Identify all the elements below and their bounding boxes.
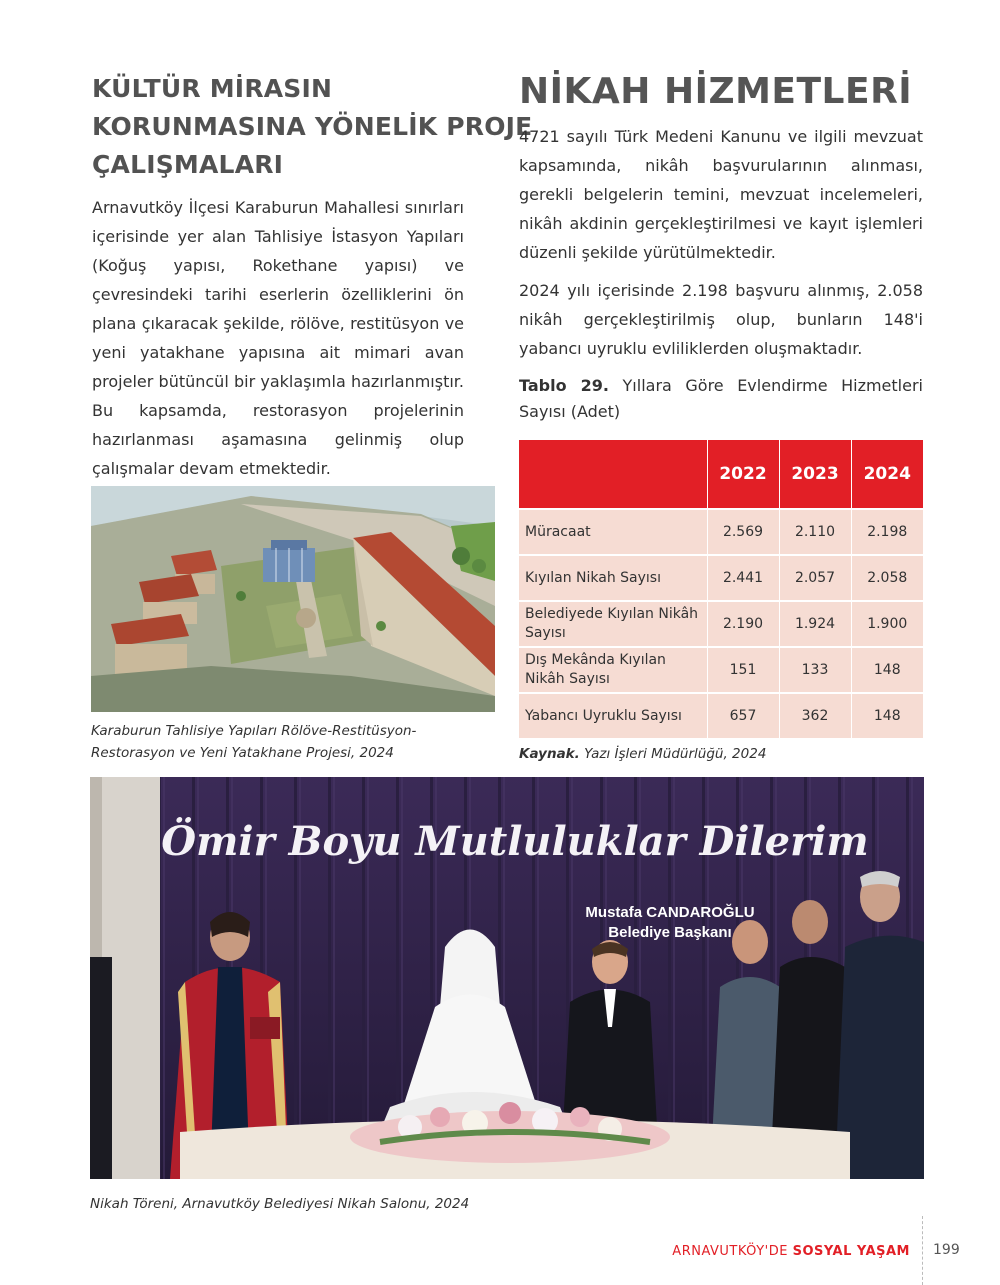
heading-line: ÇALIŞMALARI <box>92 150 284 179</box>
cell-value: 2.190 <box>707 601 779 647</box>
table-row <box>519 555 923 601</box>
row-label: Kıyılan Nikah Sayısı <box>519 555 707 601</box>
footer-section-title <box>640 1244 910 1259</box>
cell-value: 2.058 <box>851 555 923 601</box>
table-header-year: 2023 <box>779 440 851 509</box>
marriage-services-paragraph: 4721 sayılı Türk Medeni Kanunu ve ilgili mevzuat kapsamında, nikâh başvurularının alınması, gerekli belgelerin temini, mevzuat incelemeleri, nikâh akdinin gerçekleştirilmesi ve kayıt işlemleri düzenli şekilde yürütülmektedir. <box>519 127 923 262</box>
table-header-blank <box>519 440 707 509</box>
table-row <box>519 509 923 555</box>
page-number: 199 <box>933 1242 960 1258</box>
row-label: Yabancı Uyruklu Sayısı <box>519 693 707 738</box>
cell-value: 148 <box>851 647 923 693</box>
cell-value: 2.198 <box>851 509 923 555</box>
cell-value: 2.057 <box>779 555 851 601</box>
table-row <box>519 693 923 738</box>
source-text: Yazı İşleri Müdürlüğü, 2024 <box>579 746 767 762</box>
caption-line: Karaburun Tahlisiye Yapıları Rölöve-Restitüsyon- <box>91 723 417 739</box>
table-source <box>519 743 923 765</box>
table-header-year: 2022 <box>707 440 779 509</box>
table-header-year: 2024 <box>851 440 923 509</box>
architectural-rendering-image <box>91 486 495 712</box>
wedding-ceremony-photo <box>90 777 924 1179</box>
rendering-caption <box>91 720 501 764</box>
caption-line: Restorasyon ve Yeni Yatakhane Projesi, 2024 <box>91 745 394 761</box>
section-heading-marriage-services: NİKAH HİZMETLERİ <box>519 71 913 112</box>
table-row <box>519 601 923 647</box>
row-label: Müracaat <box>519 509 707 555</box>
section-heading-cultural-heritage <box>92 70 533 184</box>
cell-value: 148 <box>851 693 923 738</box>
photo-banner-text: Ömir Boyu Mutluluklar Dilerim <box>161 818 869 865</box>
photo-sign-title: Belediye Başkanı <box>608 924 732 941</box>
cell-value: 657 <box>707 693 779 738</box>
footer-section-bold: SOSYAL YAŞAM <box>792 1244 910 1259</box>
cell-value: 2.569 <box>707 509 779 555</box>
table-title: Yıllara Göre Evlendirme Hizmetleri Sayısı (Adet) <box>519 376 923 421</box>
table-label: Tablo 29. <box>519 376 609 395</box>
photo-sign-name: Mustafa CANDAROĞLU <box>585 904 755 921</box>
cell-value: 133 <box>779 647 851 693</box>
source-label: Kaynak. <box>519 746 580 762</box>
footer-divider <box>922 1216 923 1285</box>
row-label: Dış Mekânda Kıyılan Nikâh Sayısı <box>519 647 707 693</box>
cell-value: 151 <box>707 647 779 693</box>
cultural-heritage-paragraph: Arnavutköy İlçesi Karaburun Mahallesi sınırları içerisinde yer alan Tahlisiye İstasyon Yapıları (Koğuş yapısı, Rokethane yapısı) ve çevresindeki tarihi eserlerin özelliklerini ön plana çıkaracak şekilde, rölöve, restitüsyon ve yeni yatakhane yapısına ait mimari avan projeler bütüncül bir yaklaşımla hazırlanmıştır. Bu kapsamda, restorasyon projelerinin hazırlanması aşamasına gelinmiş olup çalışmalar devam etmektedir. <box>92 198 464 478</box>
heading-line: KORUNMASINA YÖNELİK PROJE <box>92 112 533 141</box>
marriage-statistics-paragraph: 2024 yılı içerisinde 2.198 başvuru alınmış, 2.058 nikâh gerçekleştirilmiş olup, bunların 148'i yabancı uyruklu evliliklerden oluşmaktadır. <box>519 281 923 358</box>
marriage-statistics-table <box>519 440 923 738</box>
cell-value: 1.900 <box>851 601 923 647</box>
footer-section-prefix: ARNAVUTKÖY'DE <box>672 1244 793 1259</box>
cell-value: 1.924 <box>779 601 851 647</box>
cell-value: 2.441 <box>707 555 779 601</box>
table-row <box>519 647 923 693</box>
row-label: Belediyede Kıyılan Nikâh Sayısı <box>519 601 707 647</box>
heading-line: KÜLTÜR MİRASIN <box>92 74 333 103</box>
cell-value: 362 <box>779 693 851 738</box>
table-caption <box>519 373 923 425</box>
cell-value: 2.110 <box>779 509 851 555</box>
table-header-row <box>519 440 923 509</box>
photo-caption: Nikah Töreni, Arnavutköy Belediyesi Nikah Salonu, 2024 <box>90 1196 470 1212</box>
